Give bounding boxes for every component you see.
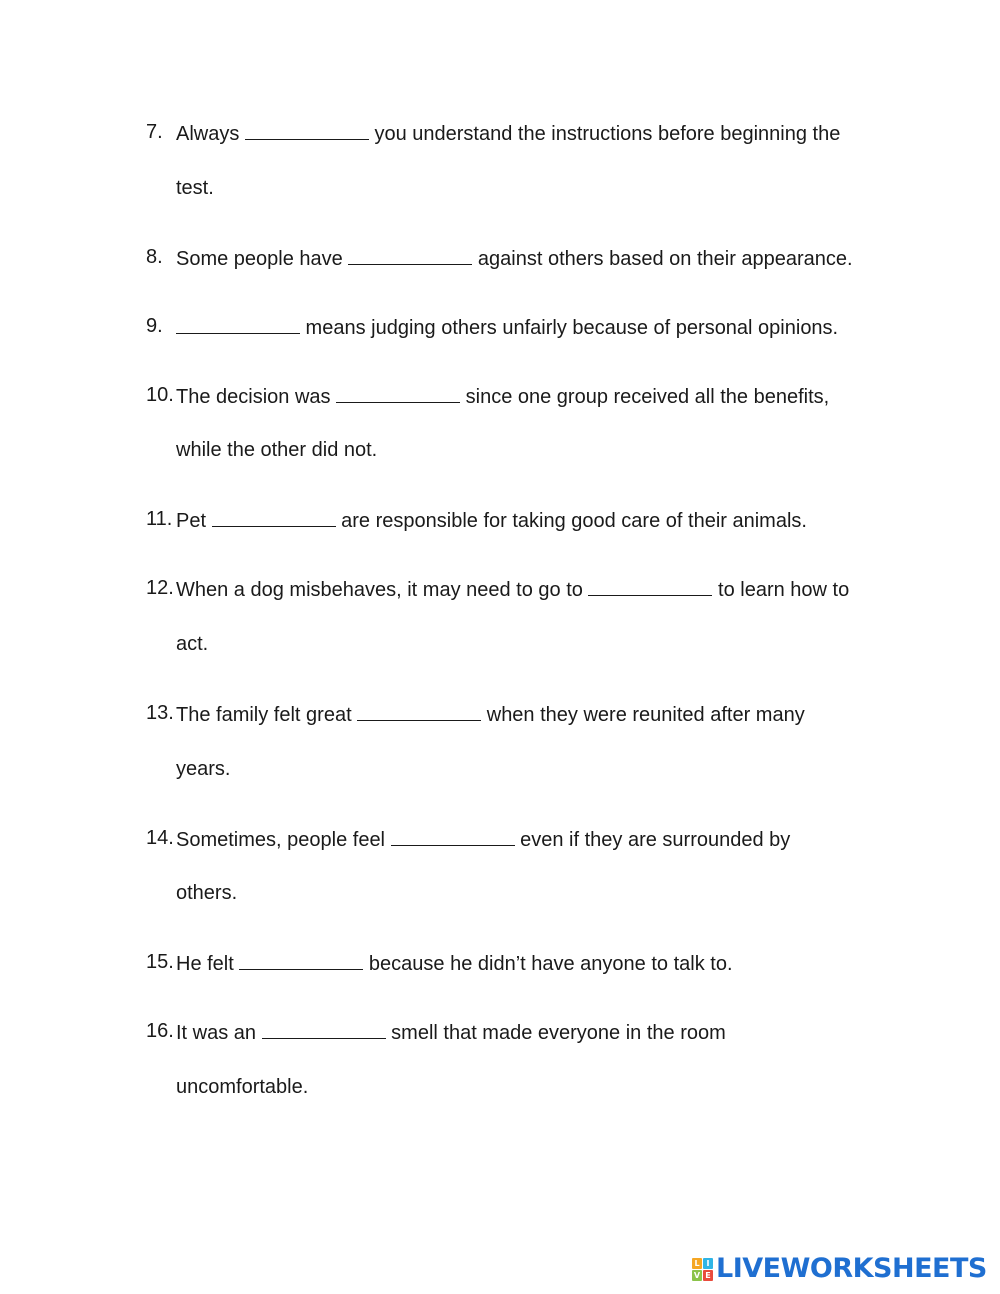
question-text-after: against others based on their appearance. [472,248,853,270]
question-number: 16. [146,1020,174,1042]
question-text-continuation: while the other did not. [176,439,378,461]
question-number: 12. [146,577,174,599]
question-text-continuation: years. [176,758,231,780]
question-number: 13. [146,702,174,724]
question-number: 7. [146,121,163,143]
question-text-after: even if they are surrounded by [514,829,791,851]
question-text-before: The decision was [176,386,337,408]
question-text-continuation: test. [176,177,214,199]
question-text-before: The family felt great [176,704,358,726]
question-text-after: because he didn’t have anyone to talk to. [363,953,733,975]
liveworksheets-logo[interactable] [692,1254,987,1284]
question-number: 8. [146,246,163,268]
question-number: 15. [146,951,174,973]
answer-blank[interactable] [245,120,369,140]
question-text-before: Always [176,123,245,145]
answer-blank[interactable] [262,1019,386,1039]
question-number: 14. [146,827,174,849]
question-text-before: It was an [176,1022,262,1044]
logo-badge-letter: L [692,1258,702,1269]
answer-blank[interactable] [239,950,363,970]
question-text-before: When a dog misbehaves, it may need to go to [176,579,589,601]
question-number: 11. [146,508,173,530]
logo-badge-letter: E [703,1270,713,1281]
question-text-after: since one group received all the benefits, [460,386,830,408]
question-text-continuation: others. [176,882,238,904]
question-number: 9. [146,315,163,337]
answer-blank[interactable] [348,245,472,265]
question-text-before: Pet [176,510,212,532]
answer-blank[interactable] [391,826,515,846]
question-text-after: means judging others unfairly because of personal opinions. [300,317,839,339]
question-text-after: when they were reunited after many [481,704,805,726]
answer-blank[interactable] [588,576,712,596]
question-text-after: are responsible for taking good care of their animals. [335,510,807,532]
question-text-after: smell that made everyone in the room [385,1022,726,1044]
question-number: 10. [146,384,174,406]
question-text-continuation: act. [176,633,209,655]
question-text-after: to learn how to [712,579,850,601]
question-text-before: Some people have [176,248,349,270]
logo-badge-letter: V [693,1270,701,1280]
question-text-before: Sometimes, people feel [176,829,391,851]
answer-blank[interactable] [357,701,481,721]
answer-blank[interactable] [176,314,300,334]
answer-blank[interactable] [212,507,336,527]
logo-text: LIVEWORKSHEETS [716,1253,987,1284]
question-text-before: He felt [176,953,240,975]
answer-blank[interactable] [336,383,460,403]
logo-badge-icon [692,1258,713,1281]
logo-badge-letter: I [703,1258,713,1269]
question-text-after: you understand the instructions before beginning the [368,123,841,145]
question-text-continuation: uncomfortable. [176,1076,309,1098]
